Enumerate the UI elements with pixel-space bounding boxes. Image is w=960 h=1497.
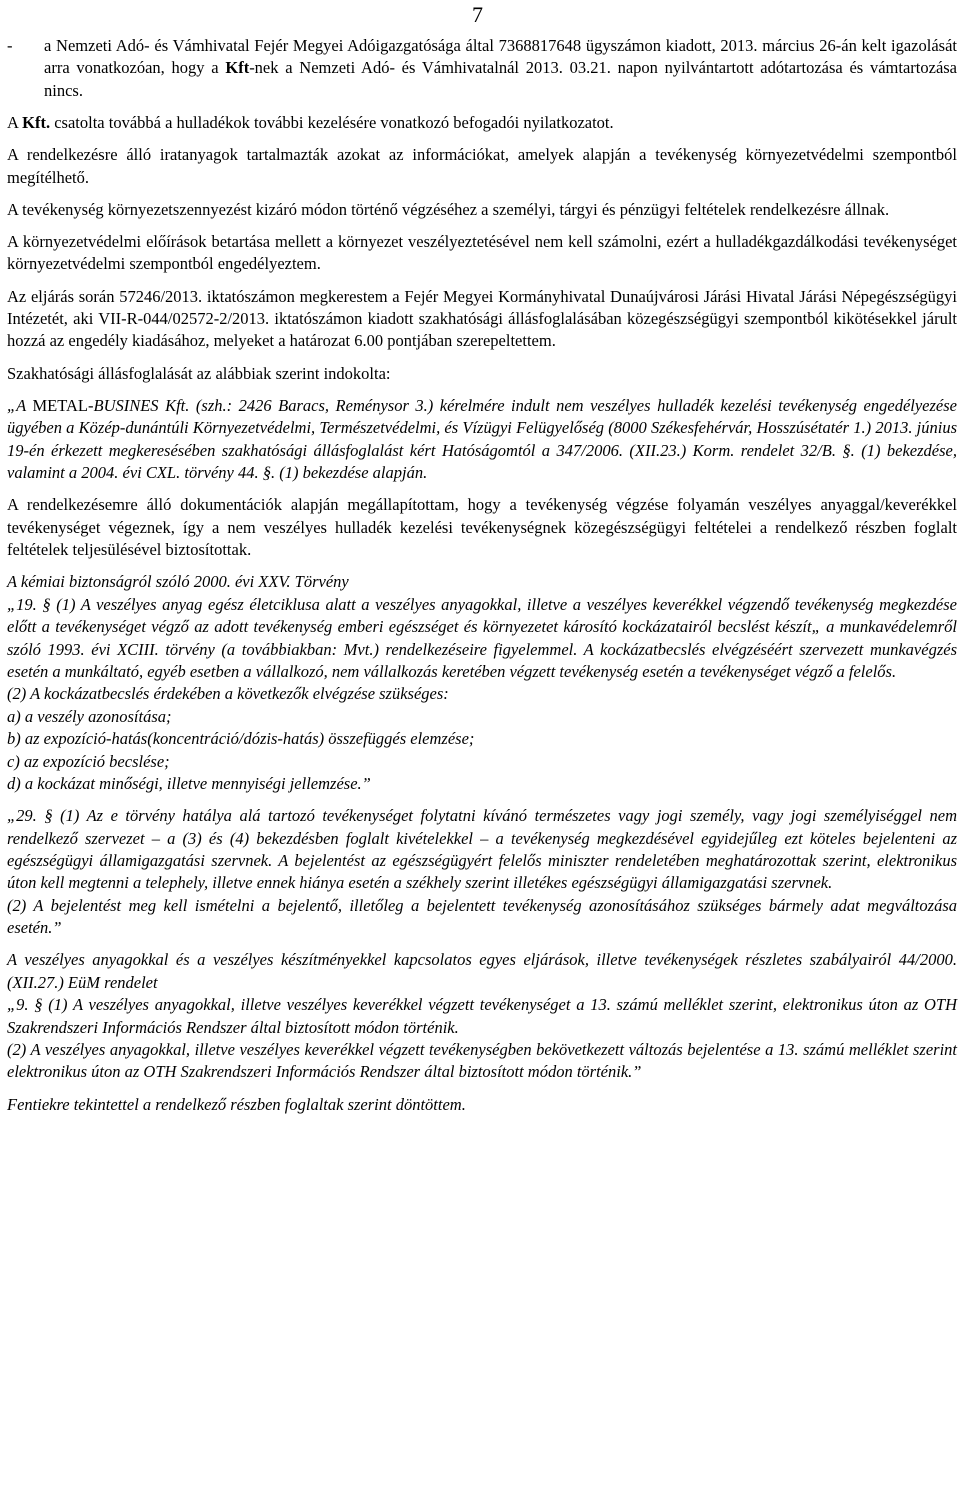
law-section-19-d: d) a kockázat minőségi, illetve mennyiségi jellemzése.” bbox=[7, 773, 371, 793]
law-section-29-2: (2) A bejelentést meg kell ismételni a bejelentő, illetőleg a bejelentett tevékenység azonosításához szükséges bármely adat megváltozása esetén.” bbox=[7, 895, 957, 938]
kft-statement-text: csatolta továbbá a hulladékok további kezelésére vonatkozó befogadói nyilatkozatot. bbox=[50, 113, 614, 133]
law-section-19-b: b) az expozíció-hatás(koncentráció/dózis-hatás) összefüggés elemzése; bbox=[7, 729, 475, 749]
bullet-text-part2: -nek a Nemzeti Adó- és Vámhivatalnál 2013. 03.21. napon nyilvántartott adótartozása és vámtartozása nincs. bbox=[44, 58, 958, 100]
law-section-19-2: (2) A kockázatbecslés érdekében a következők elvégzése szükséges: bbox=[7, 684, 449, 704]
kft-prefix: A bbox=[7, 113, 23, 133]
law-section-29-1: „29. § (1) Az e törvény hatálya alá tartozó tevékenységet folytatni kívánó természetes vagy jogi személy, vagy jogi személyiséggel nem rendelkező szervezet – a (3) és (4) bekezdésben foglalt kivételekkel – a tevékenység megkezdésével egyidejűleg ezt köteles bejelenteni az egészségügyi államigazgatási szervnek. A bejelentést az egészségügyért felelős miniszter rendeletében meghatározottak szerint, elektronikus úton kell megtenni a telephely, illetve ennek hiánya esetén a székhely szerint illetékes egészségügyi államigazgatási szervnek. bbox=[7, 806, 957, 893]
quote-metal-request bbox=[7, 395, 957, 485]
quote-metal-text: BUSINES Kft. (szh.: 2426 Baracs, Reménysor 3.) kérelmére indult nem veszélyes hulladék kezelési tevékenység engedélyezése ügyében a Közép-dunántúli Környezetvédelmi, Természetvédelmi, és Vízügyi Felügyelőség (8000 Székesfehérvár, Hosszúsétatér 1.) 2013. június 19-én érkezett megkeresésében szakhatósági állásfoglalást kért Hatóságomtól a 347/2006. (XII.23.) Korm. rendelet 32/B. §. (1) bekezdése, valamint a 2004. évi CXL. törvény 44. §. (1) bekezdése alapján. bbox=[7, 395, 957, 483]
bullet-kft-bold: Kft bbox=[225, 58, 250, 78]
law-title-chemical-safety: A kémiai biztonságról szóló 2000. évi XXV. Törvény bbox=[7, 572, 349, 592]
law-section-19-1: „19. § (1) A veszélyes anyag egész életciklusa alatt a veszélyes anyagokkal, illetve a veszélyes keverékkel végzendő tevékenység megkezdése előtt a tevékenységet végző az adott tevékenység emberi egészséget és környezetet károsító kockázatairól becslést készít„ a munkavédelemről szóló 1993. évi XCIII. törvény (a továbbiakban: Mvt.) rendelkezéseire figyelemmel. A kockázatbecslés elvégzéséért szervezett munkavégzés esetén a munkáltató, egyéb esetben a vállalkozó, nem vállalkozás keretében végzett tevékenység esetén a tevékenységet végző a felelős. bbox=[7, 594, 957, 681]
law-section-19-a: a) a veszély azonosítása; bbox=[7, 706, 172, 726]
paragraph-activity-conditions: A tevékenység környezetszennyezést kizáró módon történő végzéséhez a személyi, tárgyi és pénzügyi feltételek rendelkezésre állnak. bbox=[7, 199, 890, 219]
page-content bbox=[7, 35, 957, 1116]
bullet-item-tax-certificate bbox=[7, 35, 957, 102]
paragraph-available-documents: A rendelkezésre álló iratanyagok tartalmazták azokat az információkat, amelyek alapján a tevékenység környezetvédelmi szempontból megítélhető. bbox=[7, 145, 957, 187]
paragraph-documentation-findings: A rendelkezésemre álló dokumentációk alapján megállapítottam, hogy a tevékenység végzése folyamán veszélyes anyaggal/keverékkel tevékenységet végeznek, így a nem veszélyes hulladék kezelési tevékenységnek közegészségügyi feltételei a rendelkező részben foglalt feltételek teljesülésével biztosítottak. bbox=[7, 495, 957, 560]
quote-company-nonitalic: METAL- bbox=[32, 395, 94, 415]
bullet-dash: - bbox=[7, 36, 13, 55]
kft-bold: Kft. bbox=[22, 113, 51, 133]
paragraph-procedure: Az eljárás során 57246/2013. iktatószámon megkerestem a Fejér Megyei Kormányhivatal Dunaújvárosi Járási Hivatal Járási Népegészségügyi Intézetét, aki VII-R-044/02572-2/2013. iktatószámon kiadott szakhatósági állásfoglalásában közegészségügyi szempontból kikötésekkel járult hozzá az engedély kiadásához, melyeket a határozat 6.00 pontjában szerepeltettem. bbox=[7, 286, 957, 351]
bullet-text-part1: a Nemzeti Adó- és Vámhivatal Fejér Megyei Adóigazgatósága által 7368817648 ügyszámon kiadott, 2013. március 26-án kelt igazolását arra vonatkozóan, hogy a bbox=[44, 36, 957, 78]
paragraph-kft-statement bbox=[7, 112, 957, 134]
quote-open: „A bbox=[7, 395, 33, 415]
paragraph-authority-reasoning-intro: Szakhatósági állásfoglalását az alábbiak szerint indokolta: bbox=[7, 363, 391, 383]
decree-title: A veszélyes anyagokkal és a veszélyes készítményekkel kapcsolatos egyes eljárások, illetve tevékenységek részletes szabályairól 44/2000. (XII.27.) EüM rendelet bbox=[7, 950, 957, 992]
decree-section-9-2: (2) A veszélyes anyagokkal, illetve veszélyes keverékkel végzett tevékenységben bekövetkezett változás bejelentése a 13. számú melléklet szerint elektronikus úton az OTH Szakrendszeri Információs Rendszer által biztosított módon történik.” bbox=[7, 1040, 957, 1082]
paragraph-environmental-approval: A környezetvédelmi előírások betartása mellett a környezet veszélyeztetésével nem kell számolni, ezért a hulladékgazdálkodási tevékenységet környezetvédelmi szempontból engedélyeztem. bbox=[7, 232, 957, 274]
law-section-19-c: c) az expozíció becslése; bbox=[7, 751, 170, 771]
page-number: 7 bbox=[472, 2, 483, 27]
paragraph-conclusion: Fentiekre tekintettel a rendelkező részben foglaltak szerint döntöttem. bbox=[7, 1094, 466, 1114]
decree-section-9-1: „9. § (1) A veszélyes anyagokkal, illetve veszélyes keverékkel végzett tevékenységet a 13. számú melléklet szerint, elektronikus úton az OTH Szakrendszeri Információs Rendszer által biztosított módon történik. bbox=[7, 995, 957, 1037]
